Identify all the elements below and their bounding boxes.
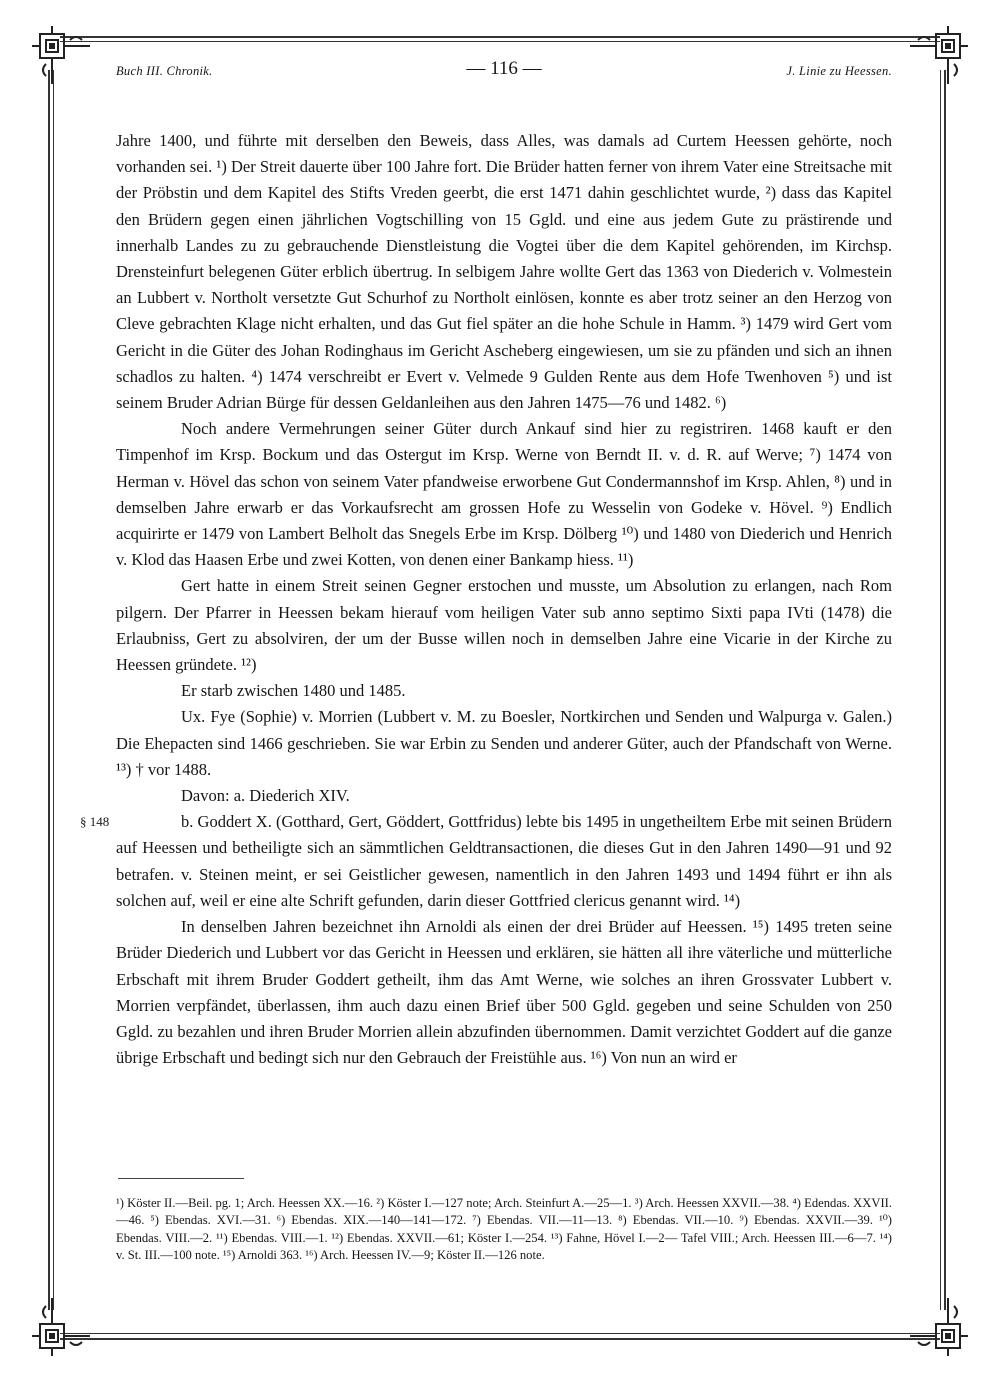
frame-left-line: [48, 70, 50, 1310]
footnotes: ¹) Köster II.—Beil. pg. 1; Arch. Heessen XX.—16. ²) Köster I.—127 note; Arch. Steinfurt A.—25—1. ³) Arch. Heessen XXVII.—38. ⁴) Edendas. XXVII.—46. ⁵) Ebendas. XVI.—31. ⁶) Ebendas. XIX.—140—141—172. ⁷) Ebendas. VII.—11—13. ⁸) Ebendas. VII.—10. ⁹) Ebendas. XXVII.—39. ¹⁰) Ebendas. VIII.—2. ¹¹) Ebendas. VIII.—1. ¹²) Ebendas. XXVII.—61; Köster I.—254. ¹³) Fahne, Hövel I.—2— Tafel VIII.; Arch. Heessen III.—6—7. ¹⁴) v. St. III.—100 note. ¹⁵) Arnoldi 363. ¹⁶) Arch. Heessen IV.—9; Köster II.—126 note.: [116, 1196, 892, 1262]
paragraph: Ux. Fye (Sophie) v. Morrien (Lubbert v. M. zu Boesler, Nortkirchen und Senden und Walpurga v. Galen.) Die Ehepacten sind 1466 geschrieben. Sie war Erbin zu Senden und anderer Güter, auch der Pfandschaft von Werne. ¹³) † vor 1488.: [116, 707, 892, 779]
frame-right-line-inner: [940, 70, 941, 1310]
frame-right-line: [944, 70, 946, 1310]
paragraph: In denselben Jahren bezeichnet ihn Arnoldi als einen der drei Brüder auf Heessen. ¹⁵) 1495 treten seine Brüder Diederich und Lubbert vor das Gericht in Heessen und erklären, sie hätten all ihre väterliche und mütterliche Erbschaft mit ihrem Bruder Goddert getheilt, ihm das Amt Werne, wie solches an ihren Grossvater Lubbert v. Morrien verpfändet, überlassen, ihm auch dazu einen Brief über 500 Ggld. gegeben und seine Schulden von 250 Ggld. zu bezahlen und ihren Bruder Morrien allein abzufinden übernommen. Damit verzichtet Goddert auf die ganze übrige Erbschaft und bedingt sich nur den Gebrauch der Freistühle aus. ¹⁶) Von nun an wird er: [116, 917, 892, 1068]
header-line-title: J. Linie zu Heessen.: [786, 64, 892, 78]
corner-ornament-top-left-icon: [28, 22, 94, 88]
paragraph: Davon: a. Diederich XIV.: [181, 786, 350, 806]
frame-top-line-inner: [60, 41, 940, 42]
paragraph: Gert hatte in einem Streit seinen Gegner erstochen und musste, um Absolution zu erlangen, nach Rom pilgern. Der Pfarrer in Heessen bekam hierauf vom heiligen Vater sub anno septimo Sixti papa IVti (1478) die Erlaubniss, Gert zu absolviren, der um der Busse willen noch in demselben Jahre eine Vicarie in der Kirche zu Heessen gründete. ¹²): [116, 576, 892, 675]
frame-left-line-inner: [53, 70, 54, 1310]
corner-ornament-bottom-right-icon: [906, 1294, 972, 1360]
corner-ornament-top-right-icon: [906, 22, 972, 88]
footnote-rule: [118, 1178, 244, 1179]
paragraph: Er starb zwischen 1480 und 1485.: [181, 681, 406, 701]
frame-bottom-line-inner: [60, 1333, 940, 1334]
section-marker: § 148: [80, 814, 110, 830]
frame-bottom-line: [60, 1338, 940, 1340]
corner-ornament-bottom-left-icon: [28, 1294, 94, 1360]
paragraph-section-148: [80, 809, 892, 914]
header-book-title: Buch III. Chronik.: [116, 64, 213, 78]
paragraph: Noch andere Vermehrungen seiner Güter durch Ankauf sind hier zu registriren. 1468 kauft er den Timpenhof im Krsp. Bockum und das Ostergut im Krsp. Werne von Berndt II. v. d. R. auf Werve; ⁷) 1474 von Herman v. Hövel das schon von seinem Vater pfandweise erworbene Gut Condermannshof im Krsp. Ahlen, ⁸) und in demselben Jahre erwarb er das Vorkaufsrecht am grossen Hofe zu Wesselin von Godeke v. Hövel. ⁹) Endlich acquirirte er 1479 von Lambert Belholt das Snegels Erbe im Krsp. Dölberg ¹⁰) und 1480 von Diederich und Henrich v. Klod das Haasen Erbe und zwei Kotten, von denen einer Bankamp hiess. ¹¹): [116, 419, 892, 570]
paragraph: Jahre 1400, und führte mit derselben den Beweis, dass Alles, was damals ad Curtem Heessen gehörte, noch vorhanden sei. ¹) Der Streit dauerte über 100 Jahre fort. Die Brüder hatten ferner von ihrem Vater eine Streitsache mit der Pröbstin und dem Kapitel des Stifts Vreden geerbt, die erst 1471 dahin geschlichtet wurde, ²) dass das Kapitel den Brüdern gegen einen jährlichen Vogtschilling von 15 Ggld. und eine aus jedem Gute zu prästirende und innerhalb Landes zu zu gebrauchende Dienstleistung die Vogtei über die dem Kapitel gehörenden, im Kirchsp. Drensteinfurt belegenen Güter erblich übertrug. In selbigem Jahre wollte Gert das 1363 von Diederich v. Volmestein an Lubbert v. Northolt versetzte Gut Schurhof zu Northolt einlösen, konnte es aber trotz seiner an den Herzog von Cleve gebrachten Klage nicht erhalten, und das Gut fiel später an die hohe Schule in Hamm. ³) 1479 wird Gert vom Gericht in die Güter des Johan Rodinghaus im Gericht Ascheberg eingewiesen, um sie zu pfänden und sich an ihnen schadlos zu halten. ⁴) 1474 verschreibt er Evert v. Velmede 9 Gulden Rente aus dem Hofe Twenhoven ⁵) und ist seinem Bruder Adrian Bürge für dessen Geldanleihen aus den Jahren 1475—76 und 1482. ⁶): [116, 131, 892, 413]
running-header: [116, 58, 892, 88]
page-number: — 116 —: [466, 58, 542, 79]
paragraph-text: b. Goddert X. (Gotthard, Gert, Göddert, Gottfridus) lebte bis 1495 in ungetheiltem Erbe mit seinen Brüdern auf Heessen und betheiligte sich an sämmtlichen Geldtransactionen, die dieses Gut in den Jahren 1490—91 und 92 betrafen. v. Steinen meint, er sei Geistlicher gewesen, namentlich in den Jahren 1493 und 1494 führt er ihn als solchen auf, weil er eine alte Schrift gefunden, darin dieser Gottfried clericus genannt wird. ¹⁴): [116, 812, 892, 910]
frame-top-line: [60, 36, 940, 38]
main-text: [80, 128, 892, 1071]
